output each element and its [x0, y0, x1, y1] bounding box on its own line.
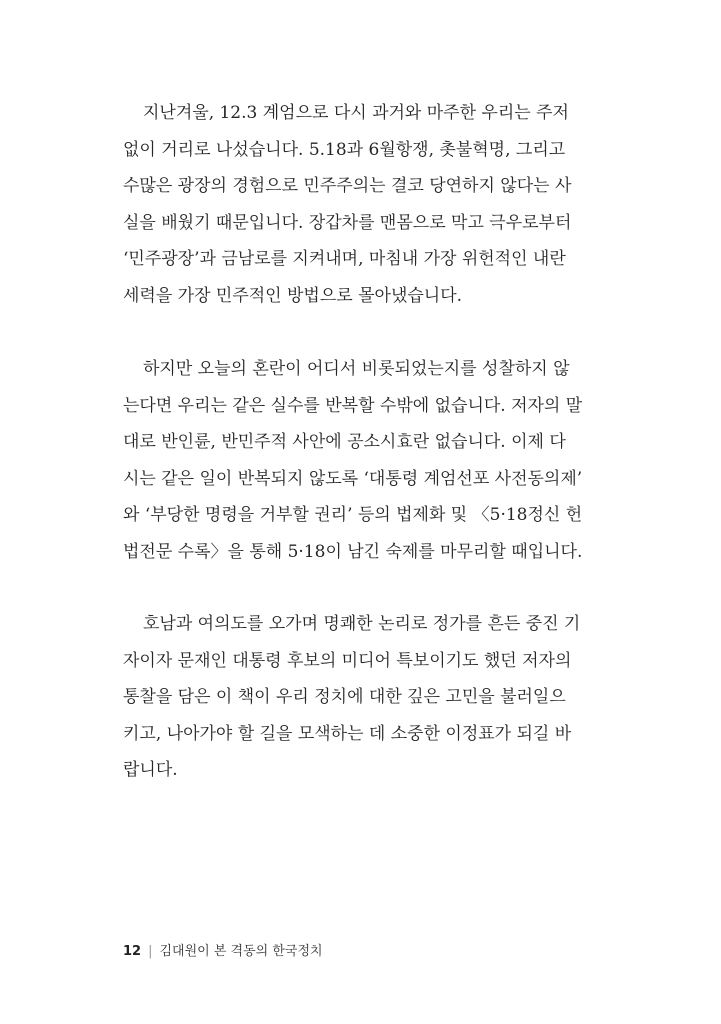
page-footer [123, 940, 323, 959]
paragraph-line: 세력을 가장 민주적인 방법으로 몰아냈습니다. [123, 285, 463, 306]
paragraph-line: 호남과 여의도를 오가며 명쾌한 논리로 정가를 흔든 중진 기 [143, 614, 581, 634]
paragraph-line: 지난겨울, 12.3 계엄으로 다시 과거와 마주한 우리는 주저 [143, 103, 569, 123]
paragraph-line: 법전문 수록〉을 통해 5·18이 남긴 숙제를 마무리할 때입니다. [123, 541, 583, 562]
paragraph-line: 키고, 나아가야 할 길을 모색하는 데 소중한 이정표가 되길 바 [123, 723, 572, 744]
paragraph-line: 자이자 문재인 대통령 후보의 미디어 특보이기도 했던 저자의 [123, 650, 572, 671]
paragraph-line: ‘민주광장’과 금남로를 지켜내며, 마침내 가장 위헌적인 내란 [123, 249, 566, 270]
paragraph-line: 수많은 광장의 경험으로 민주주의는 결코 당연하지 않다는 사 [123, 176, 572, 197]
paragraph-line: 실을 배웠기 때문입니다. 장갑차를 맨몸으로 막고 극우로부터 [123, 212, 572, 233]
paragraph-line: 하지만 오늘의 혼란이 어디서 비롯되었는지를 성찰하지 않 [143, 359, 570, 379]
running-title: 김대원이 본 격동의 한국정치 [159, 944, 323, 959]
paragraph-line: 랍니다. [123, 760, 178, 781]
paragraph-line: 통찰을 담은 이 책이 우리 정치에 대한 깊은 고민을 불러일으 [123, 687, 566, 708]
paragraph-line: 는다면 우리는 같은 실수를 반복할 수밖에 없습니다. 저자의 말 [123, 395, 583, 416]
paragraph-line: 대로 반인륜, 반민주적 사안에 공소시효란 없습니다. 이제 다 [123, 432, 566, 453]
paragraph-line: 시는 같은 일이 반복되지 않도록 ‘대통령 계엄선포 사전동의제’ [123, 468, 583, 489]
paragraph-1 [123, 95, 593, 315]
paragraph-line: 없이 거리로 나섰습니다. 5.18과 6월항쟁, 촛불혁명, 그리고 [123, 139, 566, 160]
page-number: 12 [123, 944, 142, 959]
paragraph-3 [123, 606, 593, 789]
paragraph-line: 와 ‘부당한 명령을 거부할 권리’ 등의 법제화 및 〈5·18정신 헌 [123, 505, 583, 526]
paragraph-2 [123, 351, 593, 571]
footer-separator: | [148, 944, 153, 959]
